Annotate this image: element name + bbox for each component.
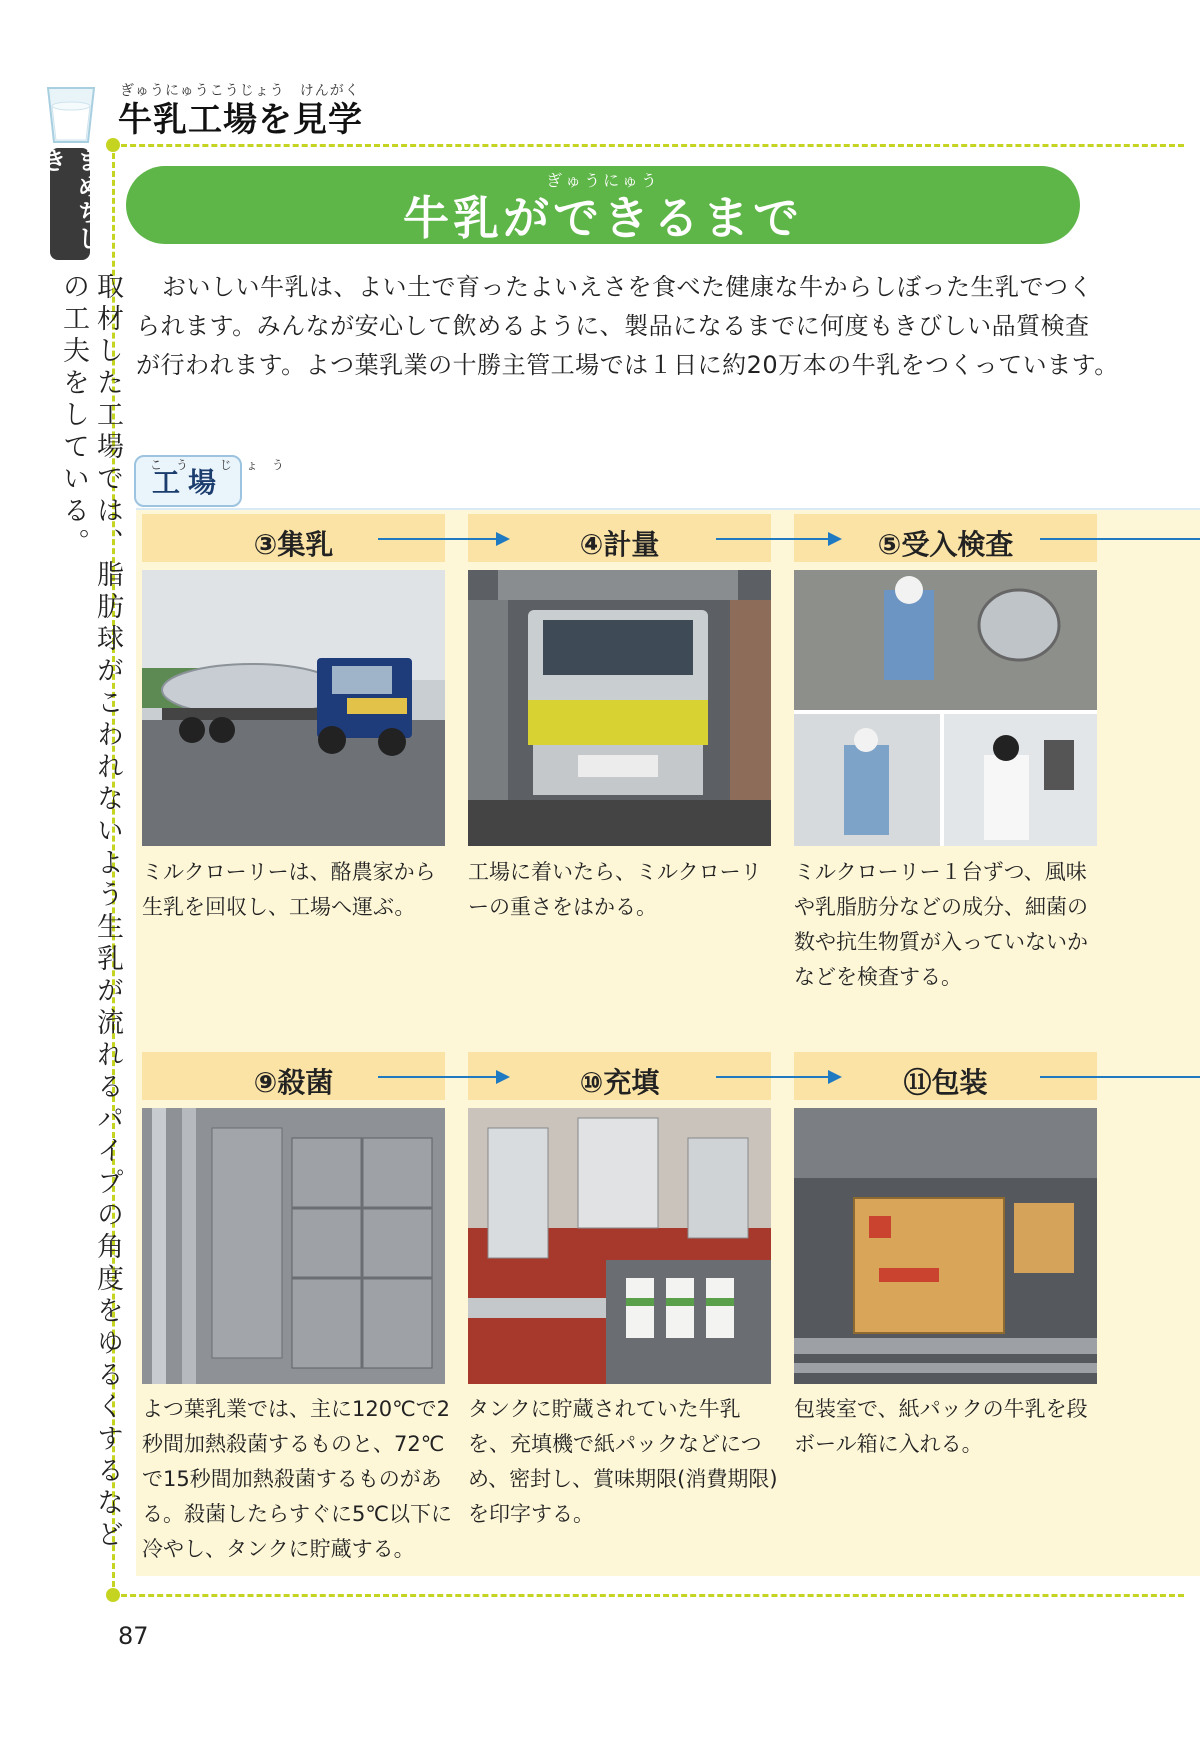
photo-sterilizer <box>142 1108 445 1384</box>
step-label: ③集乳 <box>253 528 334 561</box>
top-rule <box>112 144 1184 147</box>
step-caption: ミルクローリー１台ずつ、風味や乳脂肪分などの成分、細菌の数や抗生物質が入っていないかなどを検査する。 <box>794 860 1088 989</box>
factory-ruby: こう じょう <box>150 458 298 472</box>
step-caption: 包装室で、紙パックの牛乳を段ボール箱に入れる。 <box>794 1397 1088 1456</box>
step-label: ⑤受入検査 <box>877 528 1014 561</box>
photo-filling-line <box>468 1108 771 1384</box>
corner-ornament <box>106 1588 120 1602</box>
corner-ornament <box>106 138 120 152</box>
step-label: ⑪包装 <box>903 1066 988 1099</box>
intro-line: おいしい牛乳は、よい土で育ったよいえさを食べた健康な牛からしぼった生乳でつく <box>162 273 1093 301</box>
photo-packaging <box>794 1108 1097 1384</box>
flow-arrow <box>1040 538 1200 540</box>
step-caption: 工場に着いたら、ミルクローリーの重さをはかる。 <box>468 860 762 919</box>
banner-title: 牛乳ができるまで <box>403 191 803 245</box>
intro-paragraph <box>136 268 1119 385</box>
flow-arrow <box>716 1076 828 1078</box>
photo-milk-lorry <box>142 570 445 846</box>
step-caption: タンクに貯蔵されていた牛乳を、充填機で紙パックなどにつめ、密封し、賞味期限(消費期限)を印字する。 <box>468 1397 778 1526</box>
arrowhead-icon <box>496 1070 510 1084</box>
page-number: 87 <box>118 1622 149 1650</box>
flow-arrow <box>716 538 828 540</box>
mamechishiki-tab: まめちしき <box>50 148 90 260</box>
step-label: ④計量 <box>579 528 660 561</box>
banner-ruby: ぎゅうにゅう <box>546 171 660 190</box>
step-caption: よつ葉乳業では、主に120℃で2秒間加熱殺菌するものと、72℃で15秒間加熱殺菌するものがある。殺菌したらすぐに5℃以下に冷やし、タンクに貯蔵する。 <box>142 1397 452 1561</box>
intro-line: られます。みんなが安心して飲めるように、製品になるまでに何度もきびしい品質検査 <box>136 312 1090 340</box>
sidebar-note: 取材した工場では、脂肪球がこわれないよう生乳が流れるパイプの角度をゆるくするなどの工夫をしている。 <box>58 272 123 1552</box>
arrowhead-icon <box>828 532 842 546</box>
milk-glass-icon <box>44 84 98 146</box>
flow-arrow <box>1040 1076 1200 1078</box>
flow-arrow <box>378 1076 496 1078</box>
photo-truck-scale <box>468 570 771 846</box>
step-label: ⑩充填 <box>579 1066 660 1099</box>
bottom-rule <box>112 1594 1184 1597</box>
page-title: 牛乳工場を見学 <box>118 100 363 140</box>
header-ruby: ぎゅうにゅうこうじょう けんがく <box>120 83 360 99</box>
arrowhead-icon <box>828 1070 842 1084</box>
flow-arrow <box>378 538 496 540</box>
intro-line: が行われます。よつ葉乳業の十勝主管工場では１日に約20万本の牛乳をつくっています。 <box>136 351 1119 379</box>
step-label: ⑨殺菌 <box>253 1066 334 1099</box>
factory-section-label: 工場 <box>134 455 242 507</box>
arrowhead-icon <box>496 532 510 546</box>
step-caption: ミルクローリーは、酪農家から生乳を回収し、工場へ運ぶ。 <box>142 860 436 919</box>
photo-inspection <box>794 570 1097 846</box>
